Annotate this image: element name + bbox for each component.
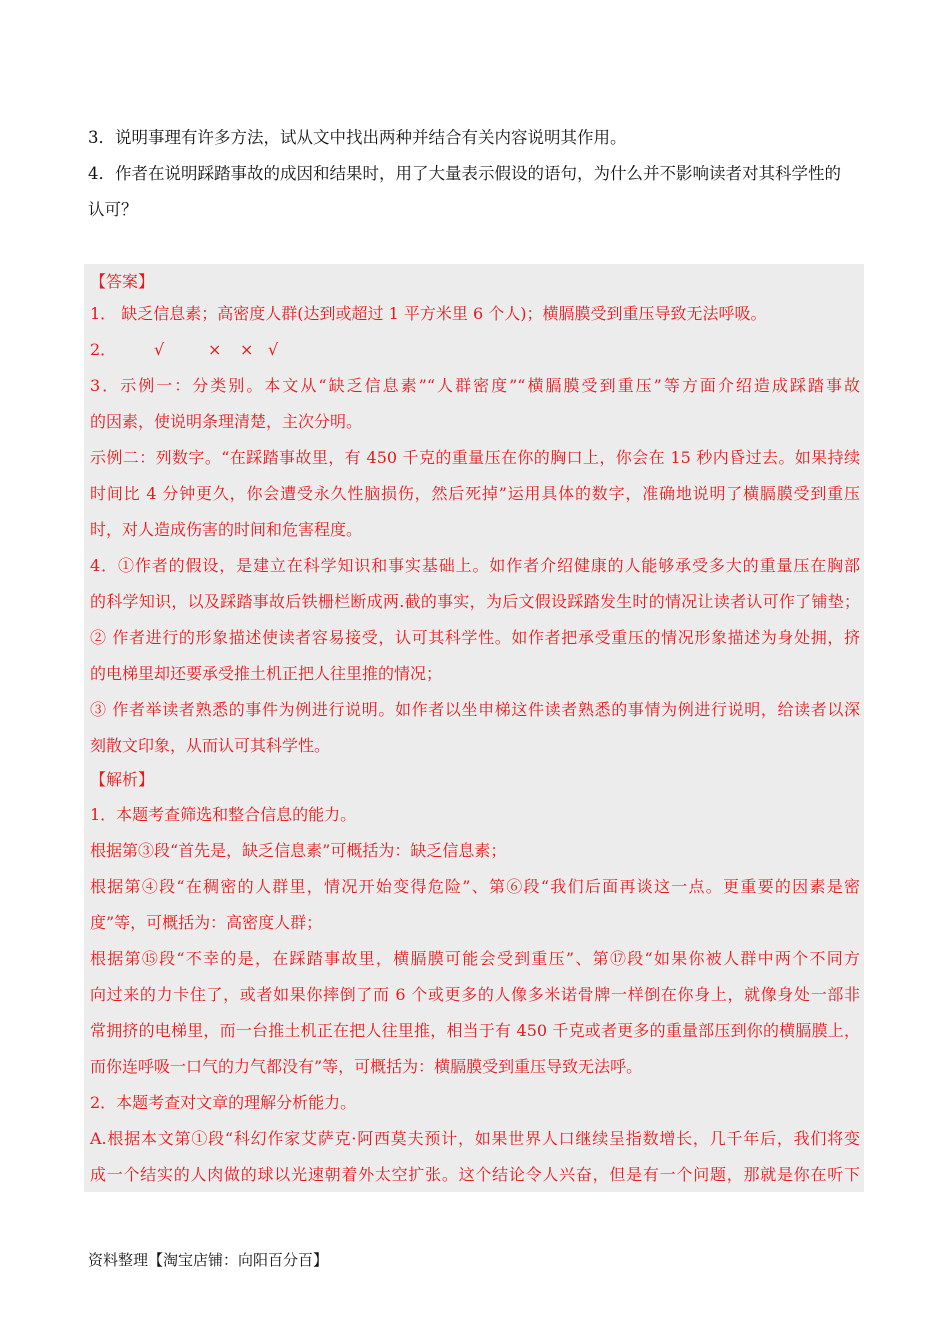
answer-2	[90, 339, 278, 361]
analysis-1-line: 向过来的力卡住了，或者如果你摔倒了而 6 个或更多的人像多米诺骨牌一样倒在你身上，就像身处一部非	[90, 985, 860, 1004]
analysis-1-line: 而你连呼吸一口气的力气都没有”等，可概括为：横膈膜受到重压导致无法呼。	[90, 1057, 643, 1076]
answer-2-number: 2．	[90, 340, 117, 359]
analysis-1-line: 1．本题考查筛选和整合信息的能力。	[90, 805, 357, 824]
answer-2-mark-3: ×	[240, 340, 254, 359]
analysis-2-line: A.根据本文第①段“科幻作家艾萨克·阿西莫夫预计，如果世界人口继续呈指数增长，几千年后，我们将变	[90, 1129, 860, 1148]
page-footer: 资料整理【淘宝店铺：向阳百分百】	[88, 1251, 329, 1269]
question-4-continued: 认可？	[88, 200, 138, 219]
analysis-1-line: 根据第③段“首先是，缺乏信息素”可概括为：缺乏信息素；	[90, 841, 507, 860]
answer-4-line: 的科学知识，以及踩踏事故后铁栅栏断成两.截的事实，为后文假设踩踏发生时的情况让读者认可作了铺垫；	[90, 592, 860, 611]
answer-3-line: 3．示例一：分类别。本文从“缺乏信息素”“人群密度”“横膈膜受到重压”等方面介绍造成踩踏事故	[90, 376, 860, 395]
answer-1: 1． 缺乏信息素；高密度人群(达到或超过 1 平方米里 6 个人)；横膈膜受到重压导致无法呼吸。	[90, 304, 767, 323]
answer-4-line: ② 作者进行的形象描述使读者容易接受，认可其科学性。如作者把承受重压的情况形象描述为身处拥，挤	[90, 628, 860, 647]
analysis-1-line: 常拥挤的电梯里，而一台推土机正在把人往里推，相当于有 450 千克或者更多的重量部压到你的横膈膜上，	[90, 1021, 860, 1040]
answer-section	[84, 264, 864, 1192]
answer-4-line: ③ 作者举读者熟悉的事件为例进行说明。如作者以坐申梯这件读者熟悉的事情为例进行说明，给读者以深	[90, 700, 860, 719]
analysis-1-line: 根据第⑮段“不幸的是，在踩踏事故里，横膈膜可能会受到重压”、第⑰段“如果你被人群中两个不同方	[90, 949, 860, 968]
answer-2-mark-2: ×	[208, 340, 222, 359]
answer-4-line: 4．①作者的假设，是建立在科学知识和事实基础上。如作者介绍健康的人能够承受多大的重量压在胸部	[90, 556, 860, 575]
analysis-heading: 【解析】	[90, 770, 155, 789]
answer-4-line: 刻散文印象，从而认可其科学性。	[90, 736, 331, 755]
answer-2-mark-1: √	[154, 340, 165, 359]
analysis-2-line: 成一个结实的人肉做的球以光速朝着外太空扩张。这个结论令人兴奋，但是有一个问题，那就是你在听下	[90, 1165, 860, 1184]
answer-3-line: 示例二：列数字。“在踩踏事故里，有 450 千克的重量压在你的胸口上，你会在 15 秒内昏过去。如果持续	[90, 448, 860, 467]
answer-2-mark-4: √	[268, 340, 279, 359]
answer-4-line: 的电梯里却还要承受推土机正把人往里推的情况；	[90, 664, 443, 683]
answer-3-line: 的因素，使说明条理清楚，主次分明。	[90, 412, 363, 431]
question-4: 4．作者在说明踩踏事故的成因和结果时，用了大量表示假设的语句，为什么并不影响读者对其科学性的	[88, 164, 841, 183]
analysis-1-line: 根据第④段“在稠密的人群里，情况开始变得危险”、第⑥段“我们后面再谈这一点。更重要的因素是密	[90, 877, 860, 896]
question-block	[88, 120, 868, 228]
answer-3-line: 时间比 4 分钟更久，你会遭受永久性脑损伤，然后死掉”运用具体的数字，准确地说明了横膈膜受到重压	[90, 484, 860, 503]
analysis-2-line: 2．本题考查对文章的理解分析能力。	[90, 1093, 357, 1112]
answer-3-line: 时，对人造成伤害的时间和危害程度。	[90, 520, 363, 539]
analysis-1-line: 度”等，可概括为：高密度人群；	[90, 913, 323, 932]
question-3: 3．说明事理有许多方法，试从文中找出两种并结合有关内容说明其作用。	[88, 128, 627, 147]
answer-heading: 【答案】	[90, 272, 155, 291]
